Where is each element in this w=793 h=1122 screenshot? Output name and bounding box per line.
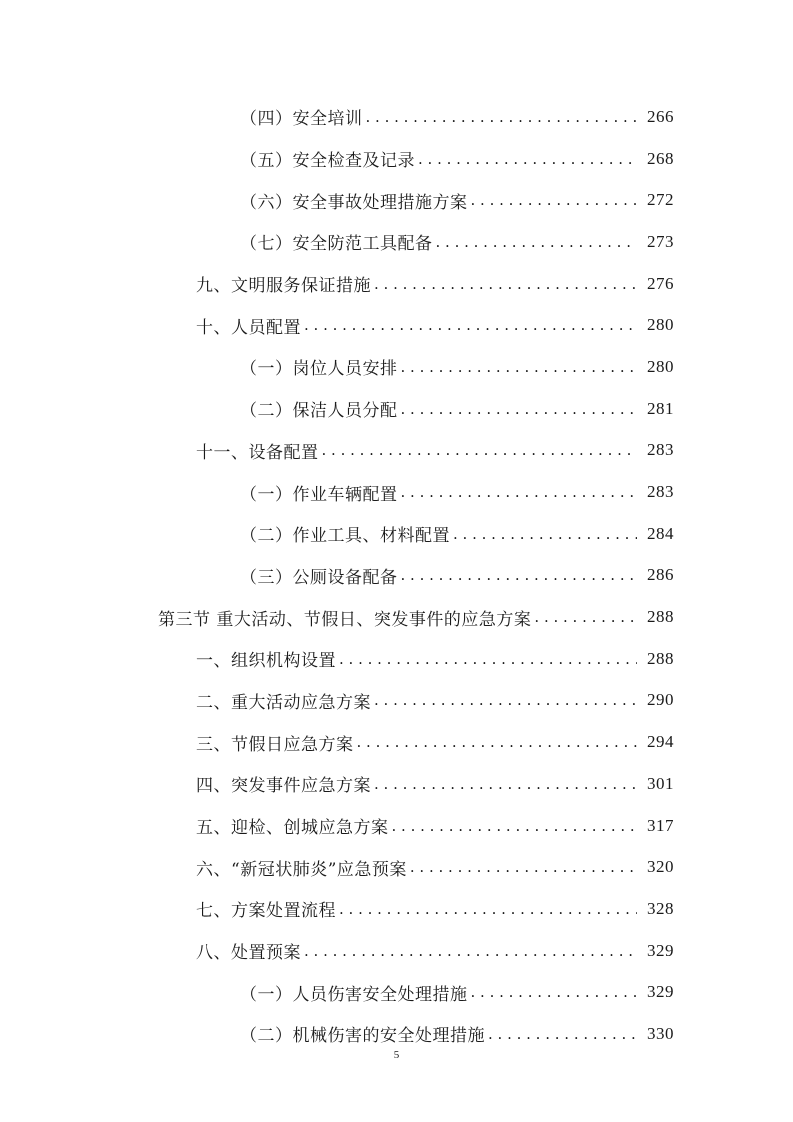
toc-leader-dots bbox=[374, 691, 637, 709]
table-of-contents bbox=[0, 96, 793, 1055]
toc-entry-page: 272 bbox=[647, 190, 674, 210]
toc-entry-page: 281 bbox=[647, 398, 674, 418]
toc-leader-dots bbox=[322, 441, 638, 459]
toc-leader-dots bbox=[453, 525, 637, 543]
toc-entry-title: （一）作业车辆配置 bbox=[240, 484, 398, 505]
toc-entry-title: 第三节 重大活动、节假日、突发事件的应急方案 bbox=[158, 609, 532, 630]
toc-leader-dots bbox=[436, 233, 638, 251]
toc-leader-dots bbox=[339, 900, 637, 918]
toc-entry[interactable] bbox=[0, 971, 793, 1013]
toc-leader-dots bbox=[488, 1025, 637, 1043]
toc-entry-title: 五、迎检、创城应急方案 bbox=[196, 818, 389, 839]
toc-entry-title: 十一、设备配置 bbox=[196, 442, 319, 463]
toc-entry-page: 290 bbox=[647, 690, 674, 710]
toc-entry[interactable] bbox=[0, 263, 793, 305]
toc-leader-dots bbox=[471, 191, 638, 209]
toc-entry-title: （二）作业工具、材料配置 bbox=[240, 526, 450, 547]
toc-leader-dots bbox=[401, 400, 638, 418]
toc-entry[interactable] bbox=[0, 555, 793, 597]
toc-entry-title: （四）安全培训 bbox=[240, 109, 363, 130]
toc-entry[interactable] bbox=[0, 846, 793, 888]
toc-entry[interactable] bbox=[0, 888, 793, 930]
toc-entry-page: 328 bbox=[647, 898, 674, 918]
toc-entry-title: （二）保洁人员分配 bbox=[240, 401, 398, 422]
toc-entry[interactable] bbox=[0, 430, 793, 472]
toc-entry-title: （六）安全事故处理措施方案 bbox=[240, 192, 468, 213]
toc-leader-dots bbox=[401, 566, 638, 584]
page-number: 5 bbox=[393, 1049, 400, 1061]
toc-leader-dots bbox=[374, 775, 637, 793]
toc-leader-dots bbox=[534, 608, 637, 626]
toc-entry-page: 284 bbox=[647, 523, 674, 543]
toc-entry-title: 八、处置预案 bbox=[196, 943, 301, 964]
toc-entry-page: 283 bbox=[647, 482, 674, 502]
toc-entry-title: 一、组织机构设置 bbox=[196, 651, 336, 672]
toc-entry-title: （一）岗位人员安排 bbox=[240, 359, 398, 380]
toc-entry[interactable] bbox=[0, 638, 793, 680]
toc-entry-page: 294 bbox=[647, 732, 674, 752]
toc-entry[interactable] bbox=[0, 346, 793, 388]
toc-leader-dots bbox=[374, 275, 637, 293]
toc-entry[interactable] bbox=[0, 930, 793, 972]
toc-leader-dots bbox=[304, 316, 637, 334]
toc-entry-title: 三、节假日应急方案 bbox=[196, 734, 354, 755]
toc-entry-page: 273 bbox=[647, 231, 674, 251]
toc-entry-title: 六、“新冠状肺炎”应急预案 bbox=[196, 859, 407, 880]
toc-entry-page: 288 bbox=[647, 648, 674, 668]
toc-entry-page: 266 bbox=[647, 106, 674, 126]
toc-entry-title: （二）机械伤害的安全处理措施 bbox=[240, 1026, 485, 1047]
toc-entry-page: 283 bbox=[647, 440, 674, 460]
toc-entry-page: 288 bbox=[647, 607, 674, 627]
toc-entry[interactable] bbox=[0, 179, 793, 221]
toc-entry-title: 七、方案处置流程 bbox=[196, 901, 336, 922]
toc-entry-title: （七）安全防范工具配备 bbox=[240, 234, 433, 255]
toc-entry-title: 九、文明服务保证措施 bbox=[196, 276, 371, 297]
toc-entry-page: 280 bbox=[647, 356, 674, 376]
toc-entry-page: 276 bbox=[647, 273, 674, 293]
toc-entry-page: 280 bbox=[647, 315, 674, 335]
toc-entry-title: （五）安全检查及记录 bbox=[240, 151, 415, 172]
toc-entry-page: 286 bbox=[647, 565, 674, 585]
toc-leader-dots bbox=[471, 983, 638, 1001]
toc-entry-page: 268 bbox=[647, 148, 674, 168]
toc-leader-dots bbox=[304, 942, 637, 960]
toc-entry-title: 十、人员配置 bbox=[196, 317, 301, 338]
toc-entry[interactable] bbox=[0, 513, 793, 555]
toc-entry-page: 320 bbox=[647, 857, 674, 877]
toc-entry-title: 二、重大活动应急方案 bbox=[196, 692, 371, 713]
toc-leader-dots bbox=[339, 650, 637, 668]
toc-entry[interactable] bbox=[0, 596, 793, 638]
toc-entry[interactable] bbox=[0, 304, 793, 346]
toc-entry-page: 329 bbox=[647, 940, 674, 960]
toc-entry[interactable] bbox=[0, 471, 793, 513]
toc-entry-page: 317 bbox=[647, 815, 674, 835]
toc-entry[interactable] bbox=[0, 138, 793, 180]
toc-entry-title: （一）人员伤害安全处理措施 bbox=[240, 984, 468, 1005]
toc-entry[interactable] bbox=[0, 763, 793, 805]
toc-leader-dots bbox=[401, 483, 638, 501]
toc-entry[interactable] bbox=[0, 805, 793, 847]
toc-leader-dots bbox=[366, 108, 638, 126]
toc-leader-dots bbox=[401, 358, 638, 376]
toc-entry[interactable] bbox=[0, 221, 793, 263]
toc-entry[interactable] bbox=[0, 721, 793, 763]
toc-leader-dots bbox=[410, 858, 637, 876]
toc-leader-dots bbox=[418, 150, 637, 168]
toc-leader-dots bbox=[392, 817, 638, 835]
toc-entry[interactable] bbox=[0, 388, 793, 430]
toc-entry[interactable] bbox=[0, 96, 793, 138]
toc-entry-page: 301 bbox=[647, 773, 674, 793]
toc-entry-title: （三）公厕设备配备 bbox=[240, 567, 398, 588]
toc-entry[interactable] bbox=[0, 680, 793, 722]
toc-entry-page: 330 bbox=[647, 1023, 674, 1043]
toc-entry-page: 329 bbox=[647, 982, 674, 1002]
toc-leader-dots bbox=[357, 733, 638, 751]
toc-entry-title: 四、突发事件应急方案 bbox=[196, 776, 371, 797]
